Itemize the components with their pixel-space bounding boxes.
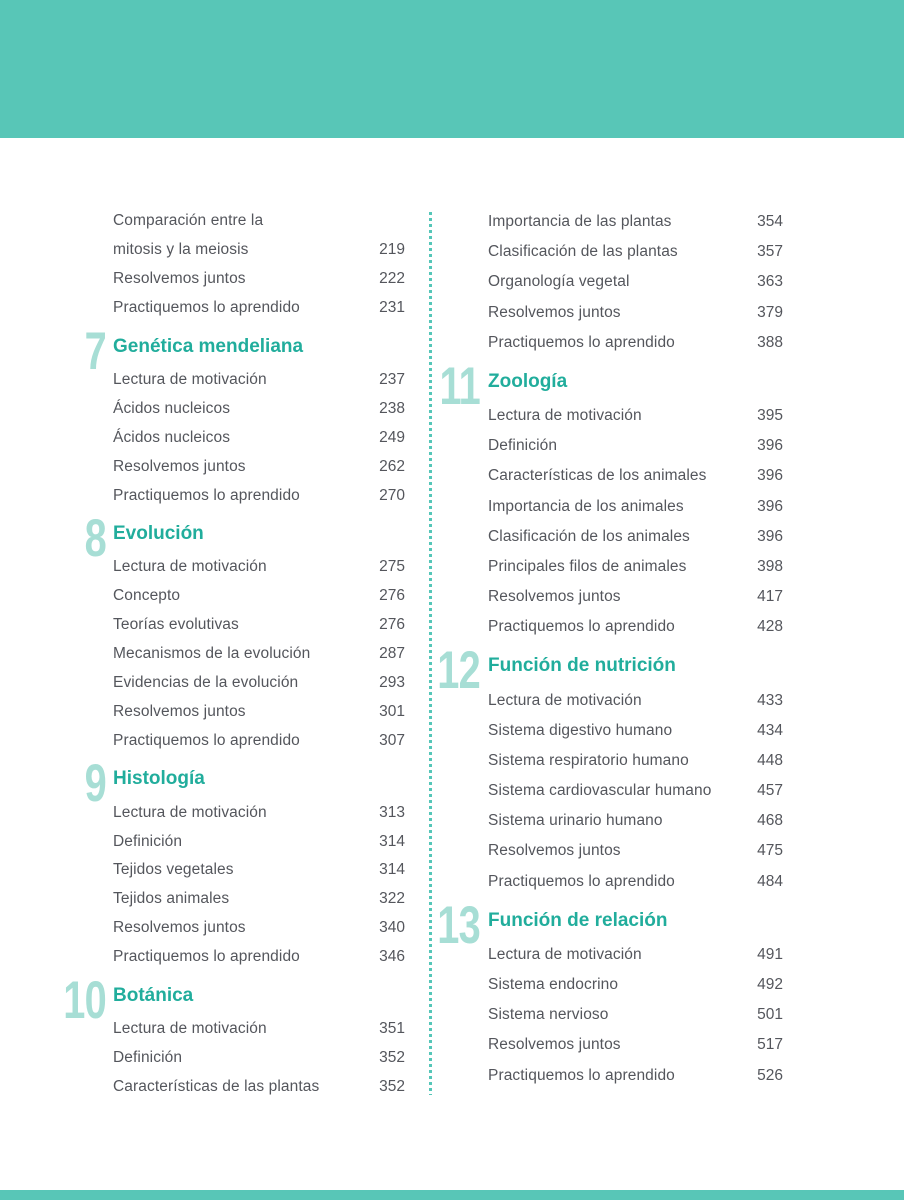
toc-entry-page: 307 [379,731,405,749]
chapter-title: Zoología [488,370,568,392]
toc-entry-page: 352 [379,1048,405,1066]
toc-entry [458,401,783,431]
toc-entry-page: 484 [757,872,783,890]
toc-entry-page: 434 [757,721,783,739]
toc-entry-page: 457 [757,782,783,800]
toc-entry-label: Practiquemos lo aprendido [113,731,300,749]
toc-entry [84,265,405,294]
toc-entry-label: Resolvemos juntos [113,270,246,288]
toc-entry-label: Practiquemos lo aprendido [488,872,675,890]
toc-entry-label: Sistema urinario humano [488,812,663,830]
toc-entry [84,798,405,827]
toc-entry-page: 340 [379,919,405,937]
toc-entry-label: Mecanismos de la evolución [113,645,311,663]
chapter-title: Genética mendeliana [113,335,304,357]
toc-entry-page: 346 [379,948,405,966]
toc-entry [84,697,405,726]
toc-entry-page: 396 [757,497,783,515]
toc-entry [84,885,405,914]
toc-entry-label: Lectura de motivación [488,691,642,709]
toc-entry-page: 396 [757,437,783,455]
toc-entry-label: Resolvemos juntos [488,842,621,860]
chapter-title: Evolución [113,523,204,545]
toc-entry [458,867,783,897]
toc-column-left [63,207,405,1101]
bottom-band [0,1190,904,1200]
toc-entry-label: Clasificación de las plantas [488,243,678,261]
toc-entry-page: 249 [379,428,405,446]
toc-entry [84,914,405,943]
chapter-number: 9 [84,754,106,814]
toc-entry-label: Definición [488,437,558,455]
toc-entry [84,726,405,755]
toc-entry [458,716,783,746]
top-band [0,0,904,138]
toc-entry [84,207,405,236]
toc-entry-label: Importancia de los animales [488,497,684,515]
toc-entry-page: 395 [757,407,783,425]
toc-entry-page: 475 [757,842,783,860]
toc-entry-label: Sistema nervioso [488,1006,609,1024]
chapter-number: 13 [437,895,480,955]
chapter-number: 11 [439,356,480,416]
chapter-title: Función de nutrición [488,655,676,677]
toc-entry [84,423,405,452]
toc-entry [84,481,405,510]
toc-entry-label: Concepto [113,587,181,605]
toc-entry [84,294,405,323]
toc-entry-page: 492 [757,976,783,994]
toc-entry [84,1043,405,1072]
toc-entry-page: 388 [757,333,783,351]
toc-entry-label: Ácidos nucleicos [113,428,231,446]
toc-entry-page: 433 [757,691,783,709]
toc-entry-label: Practiquemos lo aprendido [113,948,300,966]
toc-entry [84,611,405,640]
toc-entry [458,776,783,806]
toc-entry-label: Sistema digestivo humano [488,721,673,739]
toc-entry-page: 468 [757,812,783,830]
toc-entry [84,582,405,611]
toc-entry [458,1000,783,1030]
toc-entry-label: Definición [113,832,183,850]
toc-entry-page: 313 [379,803,405,821]
toc-entry [458,431,783,461]
toc-entry-page: 517 [757,1036,783,1054]
toc-entry [84,1015,405,1044]
toc-entry-page: 231 [379,299,405,317]
toc-entry-page: 276 [379,616,405,634]
toc-entry-label: Lectura de motivación [488,945,642,963]
toc-entry-label: mitosis y la meiosis [113,241,249,259]
toc-entry [84,452,405,481]
chapter-title: Botánica [113,984,194,1006]
toc-entry [458,1030,783,1060]
toc-entry-label: Resolvemos juntos [113,457,246,475]
toc-entry-label: Evidencias de la evolución [113,674,299,692]
toc-entry-label: Comparación entre la [113,212,264,230]
toc-entry-label: Resolvemos juntos [488,588,621,606]
toc-entry [458,237,783,267]
toc-entry-label: Lectura de motivación [488,407,642,425]
toc-entry-page: 293 [379,674,405,692]
chapter-number: 10 [63,970,106,1030]
toc-entry-label: Importancia de las plantas [488,213,672,231]
toc-entry [458,806,783,836]
toc-entry-page: 379 [757,303,783,321]
toc-entry-label: Características de los animales [488,467,707,485]
toc-entry-label: Sistema endocrino [488,976,619,994]
toc-entry [458,685,783,715]
toc-entry [458,970,783,1000]
toc-entry-label: Definición [113,1048,183,1066]
toc-entry [84,394,405,423]
toc-entry [458,328,783,358]
toc-entry [84,943,405,972]
toc-entry [84,856,405,885]
toc-entry-page: 398 [757,557,783,575]
toc-entry-page: 238 [379,399,405,417]
toc-entry-page: 352 [379,1077,405,1095]
toc-entry-label: Lectura de motivación [113,371,267,388]
toc-entry-page: 501 [757,1006,783,1024]
toc-entry-page: 357 [757,243,783,261]
toc-entry-page: 314 [379,861,405,879]
toc-entry-label: Ácidos nucleicos [113,399,231,417]
toc-entry [458,267,783,297]
toc-entry-page: 262 [379,457,405,475]
toc-entry-page: 526 [757,1066,783,1084]
dotted-column-divider [429,212,432,1095]
toc-entry-label: Clasificación de los animales [488,527,690,545]
toc-entry-page: 396 [757,467,783,485]
toc-entry [458,298,783,328]
toc-entry [458,207,783,237]
toc-entry [84,669,405,698]
toc-entry-page: 396 [757,527,783,545]
toc-entry [458,1061,783,1091]
toc-entry-page: 270 [379,486,405,504]
toc-entry-page: 363 [757,273,783,291]
toc-entry [84,640,405,669]
toc-entry [84,827,405,856]
toc-entry-page: 491 [757,945,783,963]
toc-entry [84,1072,405,1101]
toc-column-right [437,207,783,1091]
chapter-title: Función de relación [488,909,668,931]
toc-entry-label: Resolvemos juntos [488,303,621,321]
toc-entry [458,836,783,866]
toc-entry-label: Practiquemos lo aprendido [113,486,300,504]
toc-entry-label: Lectura de motivación [113,803,267,821]
toc-entry-page: 301 [379,702,405,720]
toc-entry [458,552,783,582]
toc-entry-page: 287 [379,645,405,663]
toc-entry-label: Tejidos vegetales [113,861,234,879]
toc-entry-page: 222 [379,270,405,288]
toc-entry [458,582,783,612]
toc-entry [458,746,783,776]
toc-entry-page: 219 [379,241,405,259]
toc-entry-label: Practiquemos lo aprendido [488,333,675,351]
toc-entry-page: 276 [379,587,405,605]
toc-entry-label: Resolvemos juntos [113,919,246,937]
toc-entry-page: 354 [757,213,783,231]
toc-entry-label: Características de las plantas [113,1077,320,1095]
toc-entry-label: Practiquemos lo aprendido [488,618,675,636]
toc-entry-label: Resolvemos juntos [113,702,246,720]
toc-entry-label: Resolvemos juntos [488,1036,621,1054]
toc-entry-page: 275 [379,558,405,576]
toc-entry-page: 417 [757,588,783,606]
chapter-number: 12 [437,641,480,701]
toc-entry-page: 237 [379,371,405,388]
chapter-number: 7 [84,321,106,381]
toc-entry [84,366,405,395]
toc-entry [458,940,783,970]
toc-entry-label: Lectura de motivación [113,1020,267,1038]
toc-entry [84,236,405,265]
toc-entry-page: 351 [379,1020,405,1038]
toc-entry-page: 314 [379,832,405,850]
toc-entry-label: Organología vegetal [488,273,630,291]
toc-entry-label: Lectura de motivación [113,558,267,576]
chapter-title: Histología [113,768,205,790]
toc-entry-label: Practiquemos lo aprendido [113,299,300,317]
toc-entry-page: 322 [379,890,405,908]
toc-entry [458,522,783,552]
toc-entry-label: Practiquemos lo aprendido [488,1066,675,1084]
toc-entry-label: Sistema respiratorio humano [488,751,689,769]
toc-entry [458,492,783,522]
toc-entry-label: Teorías evolutivas [113,616,239,634]
toc-entry-label: Sistema cardiovascular humano [488,782,712,800]
toc-entry-page: 448 [757,751,783,769]
chapter-number: 8 [84,509,106,569]
toc-entry [458,461,783,491]
toc-entry [84,553,405,582]
toc-entry [458,612,783,642]
toc-entry-label: Principales filos de animales [488,557,687,575]
toc-entry-label: Tejidos animales [113,890,230,908]
toc-entry-page: 428 [757,618,783,636]
